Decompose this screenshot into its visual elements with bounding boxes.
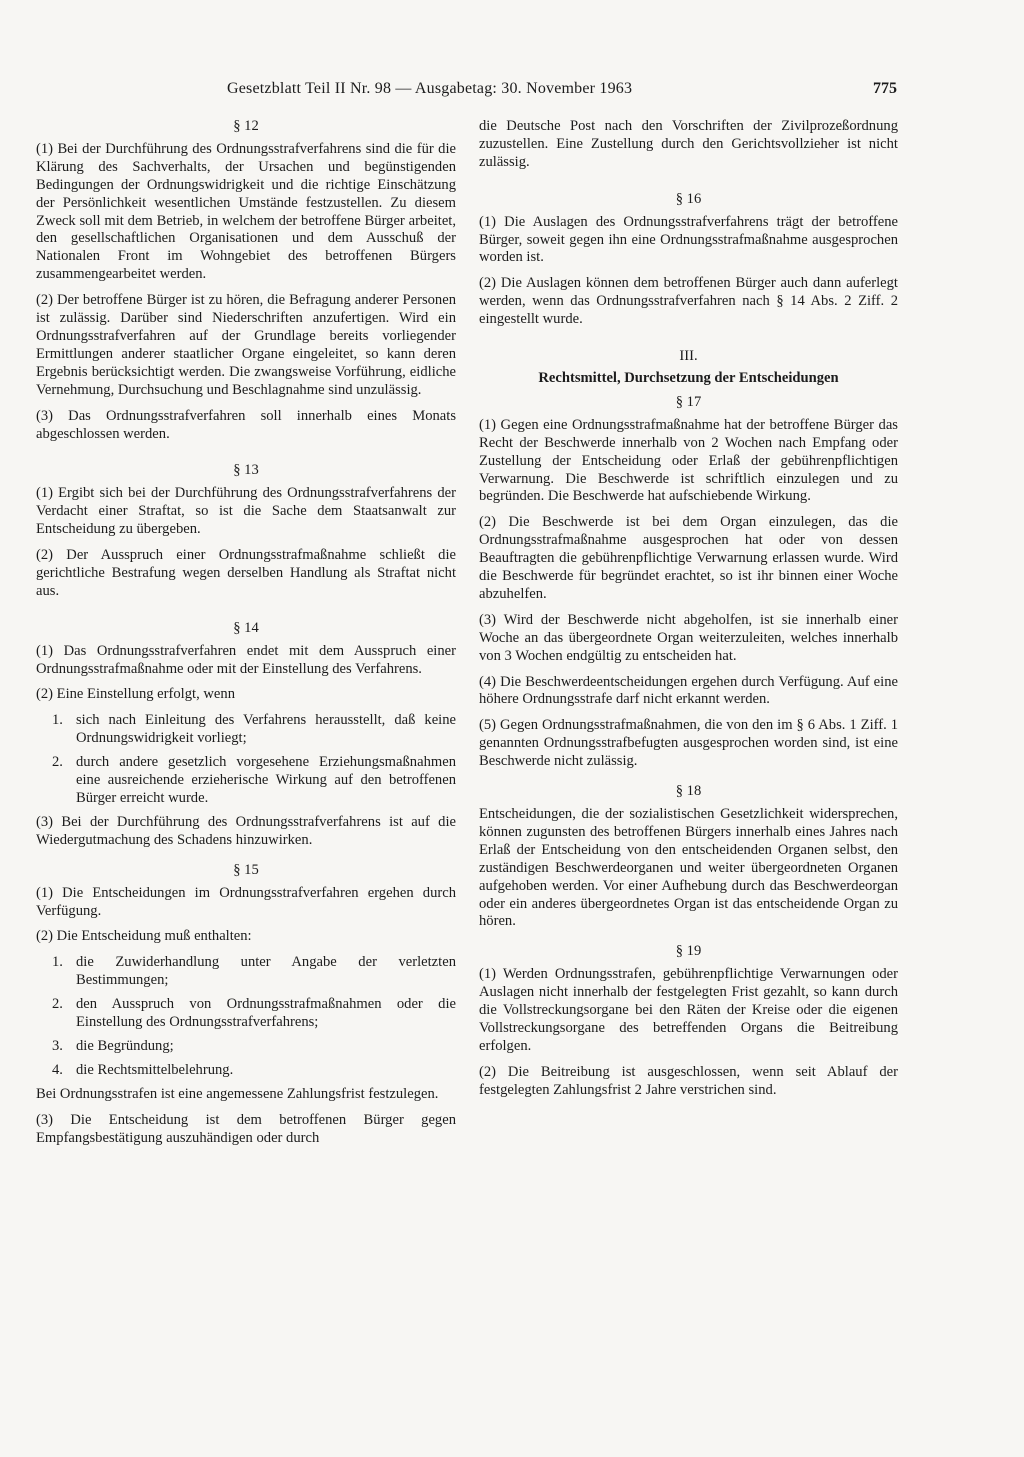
part-title: Rechtsmittel, Durchsetzung der Entscheidungen [538,369,839,386]
list-number: 4. [52,1061,63,1078]
paragraph-continuation: die Deutsche Post nach den Vorschriften der Zivilprozeßordnung zuzustellen. Eine Zustellung durch den Gerichtsvollzieher ist nicht zulässig. [479,118,898,170]
section-heading-13: § 13 [233,462,259,479]
list-item [36,754,456,808]
paragraph: (1) Die Entscheidungen im Ordnungsstrafverfahren ergehen durch Verfügung. [36,884,456,919]
section-heading-14: § 14 [233,619,259,636]
paragraph: (2) Eine Einstellung erfolgt, wenn [36,686,235,703]
paragraph: (2) Der Ausspruch einer Ordnungsstrafmaßnahme schließt die gerichtliche Bestrafung wegen derselben Handlung als Straftat nicht aus. [36,547,456,599]
paragraph: (2) Die Beschwerde ist bei dem Organ einzulegen, das die Ordnungsstrafmaßnahme ausgesprochen hat oder von dessen Beauftragten die gebührenpflichtige Verwarnung erlassen wurde. Wird die Beschwerde für begründet erachtet, so ist ihr binnen einer Woche abzuhelfen. [479,514,898,602]
list-item [36,712,456,748]
list-number: 1. [52,712,63,729]
header-title: Gesetzblatt Teil II Nr. 98 — Ausgabetag: 30. November 1963 [227,80,633,97]
list-number: 1. [52,954,63,971]
page-header [227,80,897,104]
paragraph: (1) Das Ordnungsstrafverfahren endet mit dem Ausspruch einer Ordnungsstrafmaßnahme oder mit der Einstellung des Verfahrens. [36,642,456,677]
paragraph: (1) Bei der Durchführung des Ordnungsstrafverfahrens sind die für die Klärung des Sachverhalts, der Ursachen und begünstigenden Bedingungen der Ordnungswidrigkeit und die richtige Einschätzung der Persönlichkeit wesentlichen Umstände festzustellen. Zu diesem Zweck soll mit dem Betrieb, in welchem der betroffene Bürger arbeitet, den gesellschaftlichen Organisationen und dem Ausschuß der Nationalen Front im Wohngebiet des betroffenen Bürgers zusammengearbeitet werden. [36,140,456,283]
section-heading-12: § 12 [233,118,259,134]
list-text: sich nach Einleitung des Verfahrens herausstellt, daß keine Ordnungswidrigkeit vorliegt; [76,712,456,747]
paragraph: (2) Die Entscheidung muß enthalten: [36,928,252,945]
paragraph: (4) Die Beschwerdeentscheidungen ergehen durch Verfügung. Auf eine höhere Ordnungsstrafe darf nicht erkannt werden. [479,673,898,708]
list-item [36,1038,456,1056]
paragraph: (2) Die Beitreibung ist ausgeschlossen, wenn seit Ablauf der festgelegten Zahlungsfrist 2 Jahre verstrichen sind. [479,1063,898,1098]
list-text: den Ausspruch von Ordnungsstrafmaßnahmen oder die Einstellung des Ordnungsstrafverfahrens; [76,996,456,1031]
list-number: 3. [52,1037,63,1054]
paragraph: (1) Ergibt sich bei der Durchführung des Ordnungsstrafverfahrens der Verdacht einer Straftat, so ist die Sache dem Staatsanwalt zur Entscheidung zu übergeben. [36,485,456,538]
paragraph: (3) Die Entscheidung ist dem betroffenen Bürger gegen Empfangsbestätigung auszuhändigen oder durch [36,1111,456,1146]
section-heading-15: § 15 [233,861,259,878]
section-heading-16: § 16 [675,190,702,207]
paragraph: Bei Ordnungsstrafen ist eine angemessene Zahlungsfrist festzulegen. [36,1085,439,1102]
list-text: die Zuwiderhandlung unter Angabe der verletzten Bestimmungen; [76,954,456,989]
paragraph: (3) Bei der Durchführung des Ordnungsstrafverfahrens ist auf die Wiedergutmachung des Schadens hinzuwirken. [36,813,456,848]
paragraph: (3) Das Ordnungsstrafverfahren soll innerhalb eines Monats abgeschlossen werden. [36,407,456,442]
part-number: III. [679,348,698,365]
paragraph: (1) Werden Ordnungsstrafen, gebührenpflichtige Verwarnungen oder Auslagen nicht innerhalb der festgelegten Frist gezahlt, so kann durch die Vollstreckungsorgane bei den Räten der Kreise oder die eigenen Vollstreckungsorgane des betreffenden Organs die Beitreibung erfolgen. [479,966,898,1054]
section-heading-19: § 19 [675,943,702,960]
list-text: die Rechtsmittelbelehrung. [76,1061,234,1078]
paragraph: (5) Gegen Ordnungsstrafmaßnahmen, die von den im § 6 Abs. 1 Ziff. 1 genannten Ordnungsstrafbefugten ausgesprochen worden sind, ist eine Beschwerde nicht zulässig. [479,717,898,770]
paragraph: (1) Die Auslagen des Ordnungsstrafverfahrens trägt der betroffene Bürger, soweit gegen ihn eine Ordnungsstrafmaßnahme ausgesprochen worden ist. [479,213,898,266]
list-number: 2. [52,996,63,1013]
list-item [36,996,456,1032]
page-number: 775 [873,80,897,97]
list-text: die Begründung; [76,1037,174,1054]
list-number: 2. [52,754,63,771]
paragraph: (3) Wird der Beschwerde nicht abgeholfen, ist sie innerhalb einer Woche an das übergeordnete Organ weiterzuleiten, welches innerhalb von 3 Wochen endgültig zu entscheiden hat. [479,611,898,664]
list-item [36,1062,456,1080]
paragraph: (2) Die Auslagen können dem betroffenen Bürger auch dann auferlegt werden, wenn das Ordnungsstrafverfahren nach § 14 Abs. 2 Ziff. 2 eingestellt wurde. [479,275,898,328]
section-heading-18: § 18 [675,783,702,800]
paragraph: (2) Der betroffene Bürger ist zu hören, die Befragung anderer Personen ist zulässig. Darüber sind Niederschriften anzufertigen. Wird ein Ordnungsstrafverfahren auf der Grundlage bereits vorliegender Ermittlungen anderer staatlicher Organe eingeleitet, so kann deren Ergebnis berücksichtigt werden. Die zwangsweise Vorführung, eidliche Vernehmung, Durchsuchung und Beschlagnahme sind unzulässig. [36,292,456,398]
section-heading-17: § 17 [675,393,702,410]
list-text: durch andere gesetzlich vorgesehene Erziehungsmaßnahmen eine ausreichende erzieherische Wirkung auf den betroffenen Bürger erreicht wurde. [76,754,456,806]
left-column [36,118,456,1156]
right-column [479,118,898,1108]
paragraph: Entscheidungen, die der sozialistischen Gesetzlichkeit widersprechen, können zugunsten des betroffenen Bürgers innerhalb eines Jahres nach Erlaß der Entscheidung von den entscheidenden Organen selbst, den zuständigen Beschwerdeorganen und weiter übergeordneten Organen aufgehoben werden. Vor einer Aufhebung durch das Beschwerdeorgan oder ein anderes übergeordnetes Organ ist das entscheidende Organ zu hören. [479,806,898,930]
list-item [36,954,456,990]
paragraph: (1) Gegen eine Ordnungsstrafmaßnahme hat der betroffene Bürger das Recht der Beschwerde innerhalb von 2 Wochen nach Empfang oder Zustellung der Entscheidung oder Erlaß der gebührenpflichtigen Verwarnung. Die Beschwerde ist schriftlich einzulegen und zu begründen. Die Beschwerde hat aufschiebende Wirkung. [479,416,898,505]
